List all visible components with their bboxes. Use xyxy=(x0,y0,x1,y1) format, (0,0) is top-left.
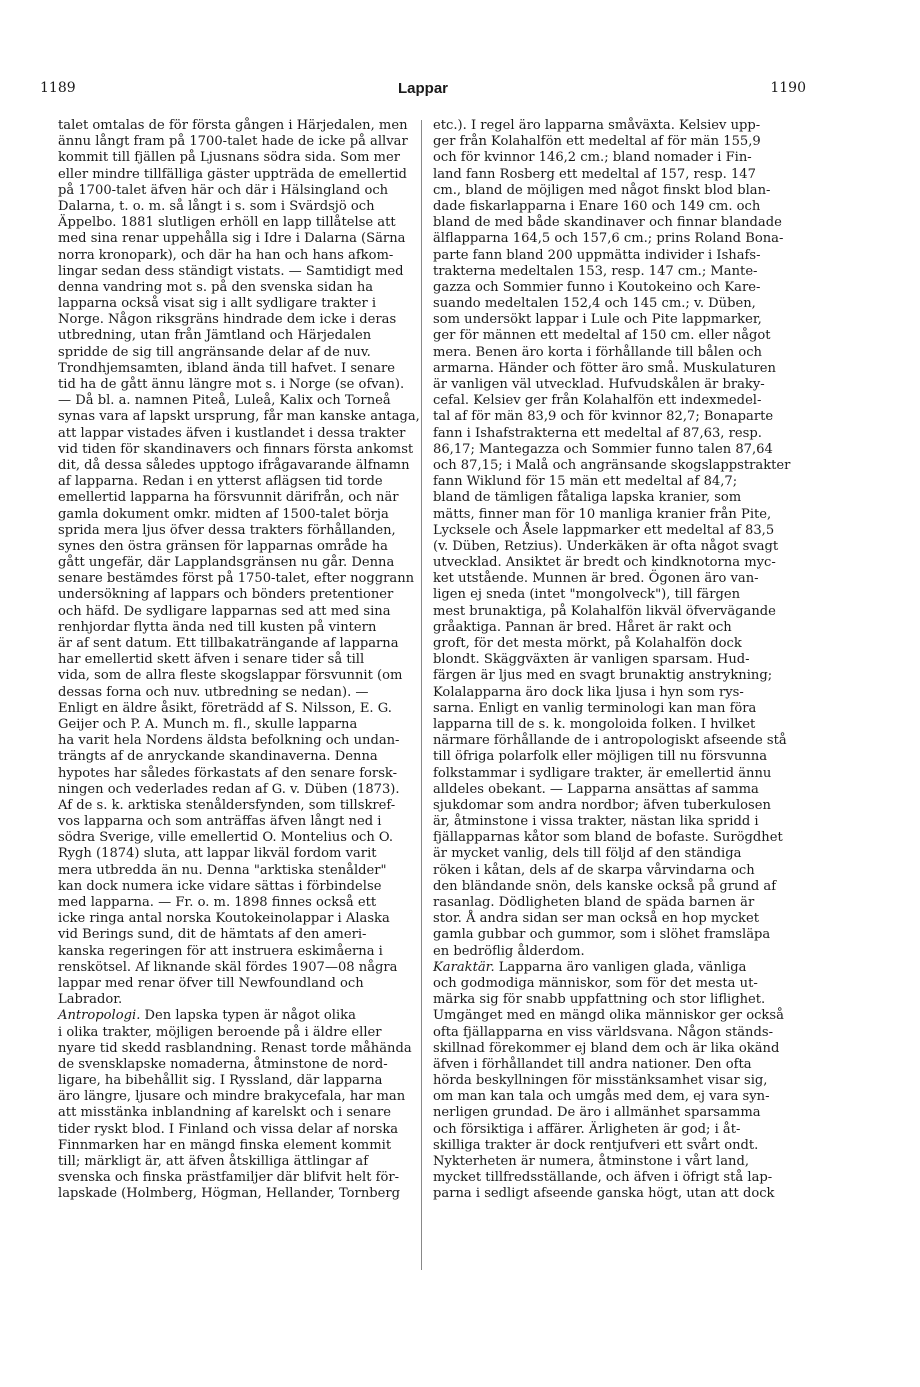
text-line: mera. Benen äro korta i förhållande till bålen och xyxy=(433,344,762,360)
text-line: södra Sverige, ville emellertid O. Montelius och O. xyxy=(58,830,394,846)
text-line: och försiktiga i affärer. Ärligheten är god; i åt- xyxy=(433,1121,741,1137)
page-header xyxy=(40,80,806,104)
text-line: gazza och Sommier funno i Koutokeino och Kare- xyxy=(433,279,761,295)
text-line: Nykterheten är numera, åtminstone i vårt land, xyxy=(433,1154,750,1169)
text-line: gamla dokument omkr. midten af 1500-talet börja xyxy=(58,506,389,522)
right-column-body xyxy=(433,118,791,960)
text-line: cm., bland de möjligen med något finskt blod blan- xyxy=(433,182,771,198)
text-line: Lycksele och Åsele lappmarker ett medeltal af 83,5 xyxy=(433,522,775,538)
text-line: Dalarna, t. o. m. så långt i s. som i Svärdsjö och xyxy=(58,198,375,214)
text-line: sprida mera ljus öfver dessa trakters förhållanden, xyxy=(58,522,396,538)
text-line: de svensklapske nomaderna, åtminstone de nord- xyxy=(58,1056,388,1072)
left-section-heading-line xyxy=(58,1008,408,1024)
text-line: kommit till fjällen på Ljusnans södra sida. Som mer xyxy=(58,150,400,166)
text-line: Trondhjemsamten, ibland ända till hafvet. I senare xyxy=(58,360,396,376)
left-column-body xyxy=(58,118,420,1008)
text-line: hörda beskyllningen för misstänksamhet visar sig, xyxy=(433,1073,768,1089)
text-line: alldeles obekant. — Lapparna ansättas af samma xyxy=(433,781,759,797)
text-line: till; märkligt är, att äfven åtskilliga ättlingar af xyxy=(58,1154,369,1169)
section-heading-antropologi: Antropologi. xyxy=(58,1008,141,1024)
text-line: svenska och finska prästfamiljer där blifvit helt för- xyxy=(58,1170,400,1186)
text-line: är mycket vanlig, dels till följd af den ständiga xyxy=(433,846,742,862)
text-line: kan dock numera icke vidare sättas i förbindelse xyxy=(58,878,382,894)
text-line: ningen och vederlades redan af G. v. Düben (1873). xyxy=(58,781,400,797)
text-line: vos lapparna och som anträffas äfven långt ned i xyxy=(58,814,382,830)
text-line: suando medeltalen 152,4 och 145 cm.; v. Düben, xyxy=(433,296,756,312)
text-line: tider ryskt blod. I Finland och vissa delar af norska xyxy=(58,1121,399,1137)
text-line: Rygh (1874) sluta, att lappar likväl fordom varit xyxy=(58,846,377,862)
text-line: groft, för det mesta mörkt, på Kolahalfön dock xyxy=(433,636,742,651)
text-line: lingar sedan dess ständigt vistats. — Samtidigt med xyxy=(58,263,404,279)
right-column xyxy=(433,118,791,1203)
text-line: Kolalapparna äro dock lika ljusa i hyn som rys- xyxy=(433,684,744,700)
text-line: emellertid lapparna ha försvunnit därifrån, och när xyxy=(58,490,399,506)
text-line: mycket tillfredsställande, och äfven i öfrigt stå lap- xyxy=(433,1170,773,1186)
right-section-heading-line xyxy=(433,960,783,976)
text-line: om man kan tala och umgås med dem, ej vara syn- xyxy=(433,1089,770,1105)
text-line: bland de med både skandinaver och finnar blandade xyxy=(433,215,782,231)
text-line: Enligt en äldre åsikt, företrädd af S. Nilsson, E. G. xyxy=(58,700,392,716)
text-line: — Då bl. a. namnen Piteå, Luleå, Kalix och Torneå xyxy=(58,393,391,409)
text-line: har emellertid skett äfven i senare tider så till xyxy=(58,652,365,668)
text-line: att lappar vistades äfven i kustlandet i dessa trakter xyxy=(58,425,406,441)
text-line: älflapparna 164,5 och 157,6 cm.; prins Roland Bona- xyxy=(433,231,784,247)
text-line: tid ha de gått ännu längre mot s. i Norge (se ofvan). xyxy=(58,377,405,392)
text-line: är vanligen väl utvecklad. Hufvudskålen är braky- xyxy=(433,377,765,392)
text-line: fann i Ishafstrakterna ett medeltal af 87,63, resp. xyxy=(433,425,762,441)
text-line: utvecklad. Ansiktet är bredt och kindknotorna myc- xyxy=(433,555,776,571)
text-line: och för kvinnor 146,2 cm.; bland nomader i Fin- xyxy=(433,150,752,166)
text-line: ger från Kolahalfön ett medeltal af för män 155,9 xyxy=(433,134,761,150)
text-line: sarna. Enligt en vanlig terminologi kan man föra xyxy=(433,700,757,716)
text-line: Geijer och P. A. Munch m. fl., skulle lapparna xyxy=(58,716,358,732)
text-line: ligen ej sneda (intet "mongolveck"), till färgen xyxy=(433,587,741,603)
text-line: blondt. Skäggväxten är vanligen sparsam. Hud- xyxy=(433,652,750,668)
text-line: 86,17; Mantegazza och Sommier funno talen 87,64 xyxy=(433,441,773,457)
text-line: af lapparna. Redan i en ytterst aflägsen tid torde xyxy=(58,474,383,490)
text-line: är af sent datum. Ett tillbakaträngande af lapparna xyxy=(58,636,399,651)
text-line: nerligen grundad. De äro i allmänhet sparsamma xyxy=(433,1105,761,1121)
text-line: rasanlag. Dödligheten bland de späda barnen är xyxy=(433,895,755,910)
text-line: med sina renar uppehålla sig i Idre i Dalarna (Särna xyxy=(58,231,406,247)
text-line: (v. Düben, Retzius). Underkäken är ofta något svagt xyxy=(433,538,779,554)
text-line: utbredning, utan från Jämtland och Härjedalen xyxy=(58,328,372,344)
text-line: Umgänget med en mängd olika människor ger också xyxy=(433,1008,784,1024)
text-line: Finnmarken har en mängd finska element kommit xyxy=(58,1137,392,1153)
text-line: land fann Rosberg ett medeltal af 157, resp. 147 xyxy=(433,166,756,182)
text-line: stor. Å andra sidan ser man också en hop mycket xyxy=(433,911,760,927)
text-line: undersökning af lappars och bönders pretentioner xyxy=(58,587,394,603)
text-line: Norge. Någon riksgräns hindrade dem icke i deras xyxy=(58,312,397,328)
text-line: synas vara af lapskt ursprung, får man kanske antaga, xyxy=(58,409,420,425)
text-line: lapparna också visat sig i allt sydligare trakter i xyxy=(58,296,377,312)
text-line: till öfriga polarfolk eller möjligen till nu försvunna xyxy=(433,749,768,765)
text-line: skilliga trakter är dock rentjufveri ett svårt ondt. xyxy=(433,1137,759,1153)
section-first-line: Lapparna äro vanligen glada, vänliga xyxy=(494,959,747,975)
text-line: synes den östra gränsen för lapparnas område ha xyxy=(58,538,388,554)
text-line: fjällapparnas kåtor som bland de bofaste. Surögdhet xyxy=(433,830,783,846)
text-line: renhjordar flytta ända ned till kusten på vintern xyxy=(58,619,377,635)
column-divider xyxy=(421,120,422,1270)
text-line: den bländande snön, dels kanske också på grund af xyxy=(433,878,777,894)
text-line: i olika trakter, möjligen beroende på i äldre eller xyxy=(58,1024,382,1040)
page-title: Lappar xyxy=(397,80,448,97)
page-number-left: 1189 xyxy=(40,80,76,96)
page-number-right: 1190 xyxy=(770,80,806,96)
text-line: eller mindre tillfälliga gäster uppträda de emellertid xyxy=(58,166,407,182)
text-line: gått ungefär, där Lapplandsgränsen nu går. Denna xyxy=(58,555,395,571)
text-line: och 87,15; i Malå och angränsande skogslappstrakter xyxy=(433,457,791,473)
text-line: nyare tid skedd rasblandning. Renast torde måhända xyxy=(58,1040,412,1056)
text-line: kanska regeringen för att instruera eskimåerna i xyxy=(58,943,383,959)
text-line: ket utstående. Munnen är bred. Ögonen äro van- xyxy=(433,571,759,587)
section-first-line: Den lapska typen är något olika xyxy=(140,1008,356,1024)
text-line: dade fiskarlapparna i Enare 160 och 149 cm. och xyxy=(433,198,761,214)
text-line: skillnad förekommer ej bland dem och är lika okänd xyxy=(433,1040,780,1056)
text-line: vid Berings sund, dit de hämtats af den ameri- xyxy=(58,927,367,943)
text-line: mest brunaktiga, på Kolahalfön likväl öfvervägande xyxy=(433,603,776,619)
text-line: parna i sedligt afseende ganska högt, utan att dock xyxy=(433,1186,775,1202)
text-line: som undersökt lappar i Lule och Pite lappmarker, xyxy=(433,312,762,328)
text-line: ofta fjällapparna en viss världsvana. Någon ständs- xyxy=(433,1024,774,1040)
text-line: bland de tämligen fåtaliga lapska kranier, som xyxy=(433,490,742,506)
text-line: fann Wiklund för 15 män ett medeltal af 84,7; xyxy=(433,474,738,490)
text-line: etc.). I regel äro lapparna småväxta. Kelsiev upp- xyxy=(433,118,761,133)
text-line: hypotes har således förkastats af den senare forsk- xyxy=(58,765,398,781)
text-line: lapskade (Holmberg, Högman, Hellander, Tornberg xyxy=(58,1186,401,1202)
text-line: vida, som de allra fleste skogslappar försvunnit (om xyxy=(58,668,403,684)
text-line: och godmodiga människor, som för det mesta ut- xyxy=(433,975,758,991)
text-line: ligare, ha bibehållit sig. I Ryssland, där lapparna xyxy=(58,1073,383,1089)
text-line: parte fann bland 200 uppmätta individer i Ishafs- xyxy=(433,247,761,263)
text-line: närmare förhållande de i antropologiskt afseende stå xyxy=(433,733,787,749)
text-line: cefal. Kelsiev ger från Kolahalfön ett indexmedel- xyxy=(433,393,762,409)
text-line: spridde de sig till angränsande delar af de nuv. xyxy=(58,344,371,360)
text-line: mätts, finner man för 10 manliga kranier från Pite, xyxy=(433,506,772,522)
text-line: gråaktiga. Pannan är bred. Håret är rakt och xyxy=(433,619,732,635)
text-line: senare bestämdes först på 1750-talet, efter noggrann xyxy=(58,571,415,587)
text-line: trängts af de anryckande skandinaverna. Denna xyxy=(58,749,378,765)
text-line: ger för männen ett medeltal af 150 cm. eller något xyxy=(433,328,771,344)
text-line: med lapparna. — Fr. o. m. 1898 finnes också ett xyxy=(58,895,377,910)
text-line: vid tiden för skandinavers och finnars första ankomst xyxy=(58,441,414,457)
left-column xyxy=(58,118,420,1203)
text-line: sjukdomar som andra nordbor; äfven tuberkulosen xyxy=(433,797,771,813)
text-line: Labrador. xyxy=(58,992,123,1008)
text-line: och häfd. De sydligare lapparnas sed att med sina xyxy=(58,603,391,619)
text-line: trakterna medeltalen 153, resp. 147 cm.; Mante- xyxy=(433,263,758,279)
text-line: mera utbredda än nu. Denna "arktiska stenålder" xyxy=(58,862,387,878)
text-line: ännu långt fram på 1700-talet hade de icke på allvar xyxy=(58,134,408,150)
text-line: äfven i förhållandet till andra nationer. Den ofta xyxy=(433,1056,752,1072)
text-line: gamla gubbar och gummor, som i slöhet framsläpa xyxy=(433,927,771,943)
section-heading-karaktar: Karaktär. xyxy=(433,959,495,975)
text-line: denna vandring mot s. på den svenska sidan ha xyxy=(58,279,374,295)
text-line: lappar med renar öfver till Newfoundland och xyxy=(58,975,364,991)
text-line: på 1700-talet äfven här och där i Hälsingland och xyxy=(58,182,389,198)
left-section-body xyxy=(58,1024,412,1203)
text-line: märka sig för snabb uppfattning och stor liflighet. xyxy=(433,992,766,1008)
text-line: dit, då dessa således upptogo ifrågavarande älfnamn xyxy=(58,457,410,473)
text-line: är, åtminstone i vissa trakter, nästan lika spridd i xyxy=(433,814,759,830)
right-section-body xyxy=(433,976,783,1203)
text-line: tal af för män 83,9 och för kvinnor 82,7; Bonaparte xyxy=(433,409,774,425)
text-line: folkstammar i sydligare trakter, är emellertid ännu xyxy=(433,765,772,781)
text-line: armarna. Händer och fötter äro små. Muskulaturen xyxy=(433,360,776,376)
text-line: röken i kåtan, dels af de skarpa vårvindarna och xyxy=(433,862,755,878)
text-line: talet omtalas de för första gången i Härjedalen, men xyxy=(58,118,408,133)
text-line: ha varit hela Nordens äldsta befolkning och undan- xyxy=(58,733,400,749)
text-line: icke ringa antal norska Koutokeinolappar i Alaska xyxy=(58,911,390,927)
text-line: färgen är ljus med en svagt brunaktig anstrykning; xyxy=(433,668,773,684)
text-line: lapparna till de s. k. mongoloida folken. I hvilket xyxy=(433,716,756,732)
text-line: Af de s. k. arktiska stenåldersfynden, som tillskref- xyxy=(58,797,396,813)
text-line: renskötsel. Af liknande skäl fördes 1907—08 några xyxy=(58,959,398,975)
text-line: dessas forna och nuv. utbredning se nedan). — xyxy=(58,684,369,700)
text-line: en bedröflig ålderdom. xyxy=(433,943,585,959)
text-line: att misstänka inblandning af karelskt och i senare xyxy=(58,1105,392,1121)
text-line: Äppelbo. 1881 slutligen erhöll en lapp tillåtelse att xyxy=(58,215,396,231)
text-line: äro längre, ljusare och mindre brakycefala, har man xyxy=(58,1089,406,1105)
text-line: norra kronopark), och där ha han och hans afkom- xyxy=(58,247,394,263)
